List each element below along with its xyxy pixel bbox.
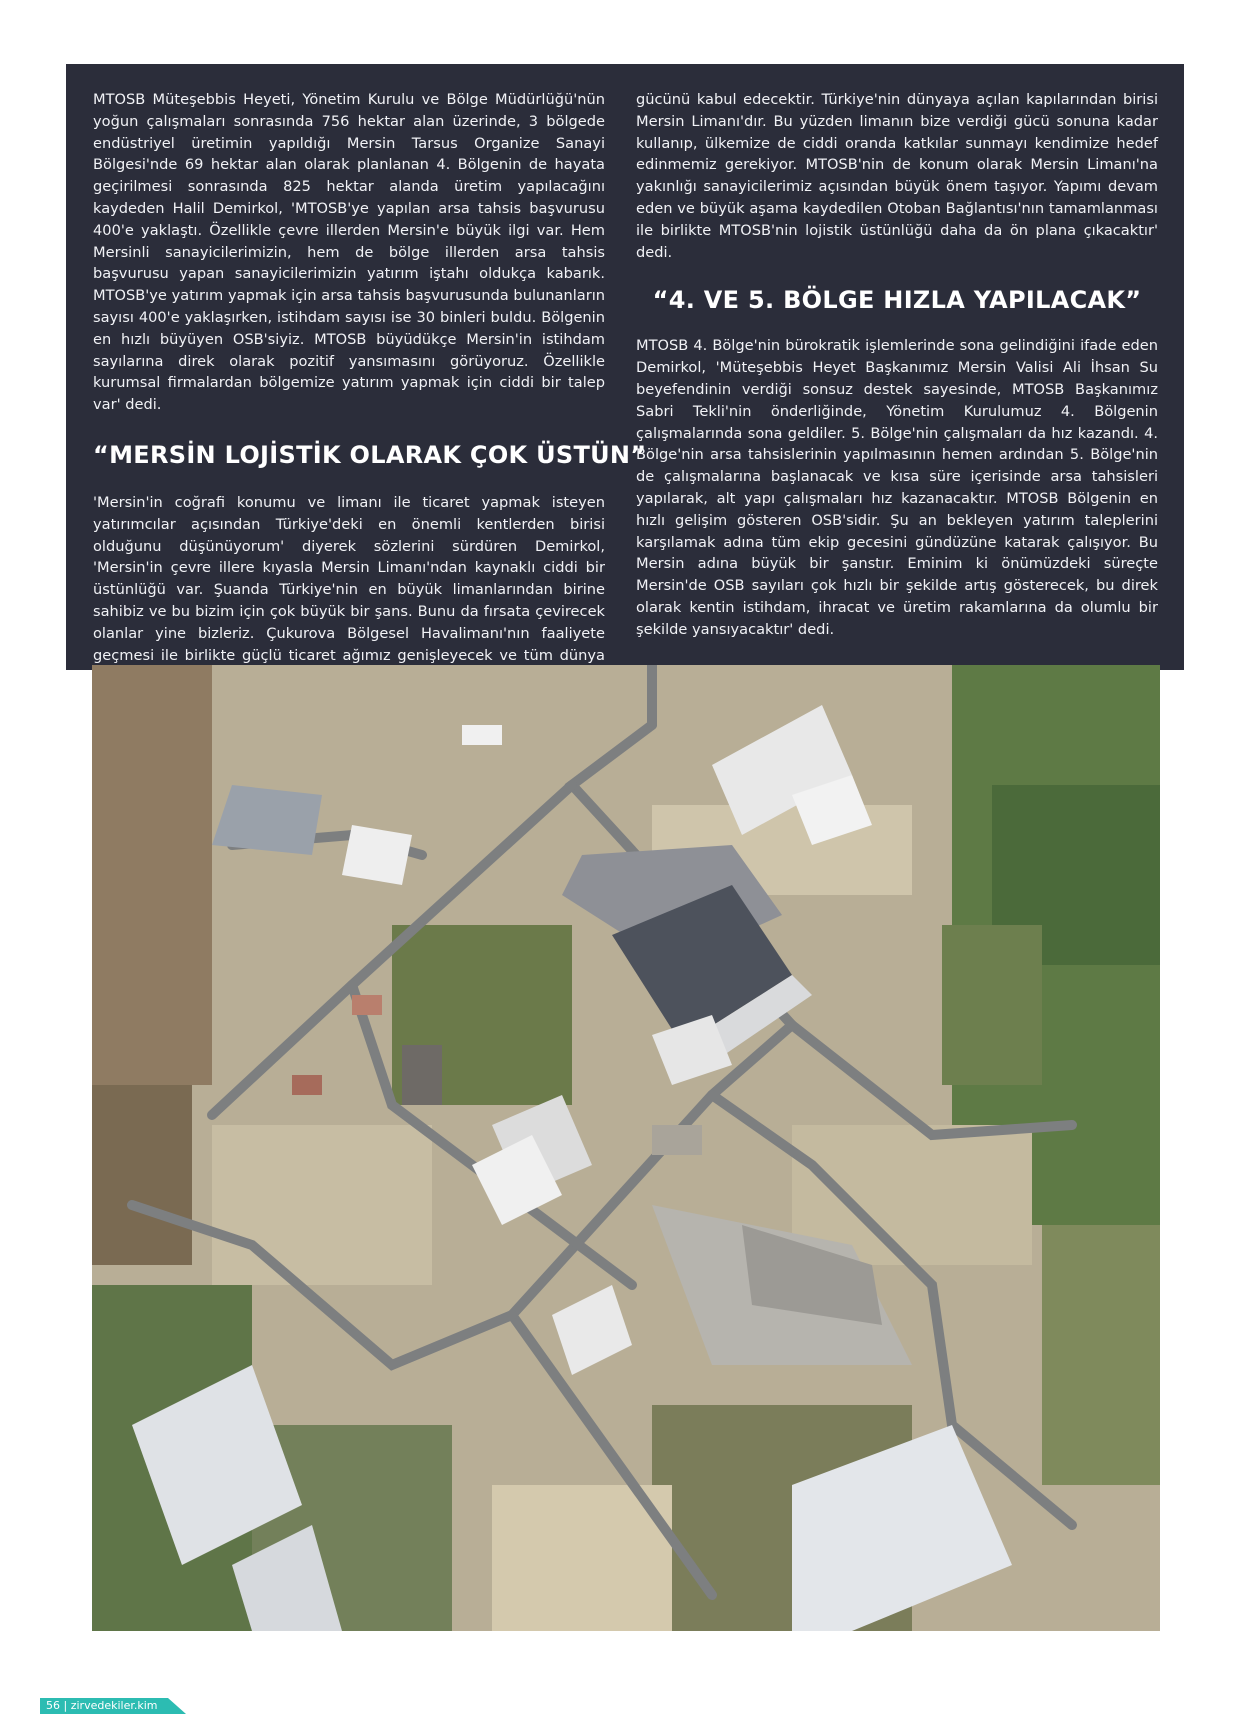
article-column-right	[636, 89, 1158, 641]
footer-label	[46, 1699, 158, 1713]
page-number: 56	[46, 1699, 60, 1712]
article-paragraph: MTOSB Müteşebbis Heyeti, Yönetim Kurulu ve Bölge Müdürlüğü'nün yoğun çalışmaları sonrasında 756 hektar alan üzerinde, 3 bölgede endüstriyel üretimin yapıldığı Mersin Tarsus Organize Sanayi Bölgesi'nde 69 hektar alan olarak planlanan 4. Bölgenin de hayata geçirilmesi sonrasında 825 hektar alanda üretim yapılacağını kaydeden Halil Demirkol, 'MTOSB'ye yapılan arsa tahsis başvurusu 400'e yaklaştı. Özellikle çevre illerden Mersin'e büyük ilgi var. Hem Mersinli sanayicilerimizin, hem de bölge illerden arsa tahsis başvurusu yapan sanayicilerimizin yatırım iştahı oldukça kabarık. MTOSB'ye yatırım yapmak için arsa tahsis başvurusunda bulunanların sayısı 400'e yaklaşırken, istihdam sayısı ise 30 binleri buldu. Bölgenin en hızlı büyüyen OSB'siyiz. MTOSB büyüdükçe Mersin'in istihdam sayılarına direk olarak pozitif yansımasını görüyoruz. Özellikle kurumsal firmalardan bölgemize yatırım yapmak için ciddi bir talep var' dedi.	[93, 91, 605, 414]
article-paragraph: gücünü kabul edecektir. Türkiye'nin dünyaya açılan kapılarından birisi Mersin Limanı'dır. Bu yüzden limanın bize verdiği gücü sonuna kadar kullanıp, ülkemize de ciddi oranda katkılar sunmayı kendimize hedef edinmemiz gerekiyor. MTOSB'nin de konum olarak Mersin Limanı'na yakınlığı sanayicilerimiz açısından büyük önem taşıyor. Yapımı devam eden ve büyük aşama kaydedilen Otoban Bağlantısı'nın tamamlanması ile birlikte MTOSB'nin lojistik üstünlüğü daha da ön plana çıkacaktır' dedi.	[636, 91, 1158, 261]
section-heading: “MERSİN LOJİSTİK OLARAK ÇOK ÜSTÜN”	[93, 440, 647, 469]
article-text-panel	[66, 64, 1184, 670]
section-heading: “4. VE 5. BÖLGE HIZLA YAPILACAK”	[652, 286, 1142, 315]
article-paragraph: MTOSB 4. Bölge'nin bürokratik işlemlerinde sona gelindiğini ifade eden Demirkol, 'Müteşebbis Heyet Başkanımız Mersin Valisi Ali İhsan Su beyefendinin verdiği sonsuz destek sayesinde, MTOSB Başkanımız Sabri Tekli'nin önderliğinde, Yönetim Kurulumuz 4. Bölgenin çalışmalarında sona geldiler. 5. Bölge'nin çalışmaları da hız kazandı. 4. Bölge'nin arsa tahsislerinin yapılmasının hemen ardından 5. Bölge'nin de çalışmalarına başlanacak ve kısa süre içerisinde arsa tahsisleri yapılarak, alt yapı çalışmaları hız kazanacaktır. MTOSB Bölgenin en hızlı gelişim gösteren OSB'sidir. Şu an bekleyen yatırım taleplerini karşılamak adına tüm ekip gecesini gündüzüne katarak çalışıyor. Bu Mersin adına büyük bir şanstır. Eminim ki önümüzdeki süreçte Mersin'de OSB sayıları çok hızlı bir şekilde artış gösterecek, bu direk olarak kentin istihdam, ihracat ve üretim rakamlarına da olumlu bir şekilde yansıyacaktır' dedi.	[636, 337, 1158, 638]
footer-site: zirvedekiler.kim	[70, 1699, 158, 1712]
footer-separator: |	[63, 1699, 68, 1712]
article-paragraph: 'Mersin'in coğrafi konumu ve limanı ile ticaret yapmak isteyen yatırımcılar açısından Türkiye'deki en önemli kentlerden birisi olduğunu düşünüyorum' diyerek sözlerini sürdüren Demirkol, 'Mersin'in çevre illere kıyasla Mersin Limanı'ndan kaynaklı ciddi bir üstünlüğü var. Şuanda Türkiye'nin en büyük limanlarından birine sahibiz ve bu bizim için çok büyük bir şans. Bunu da fırsata çevirecek olanlar yine bizleriz. Çukurova Bölgesel Havalimanı'nın faaliyete geçmesi ile birlikte güçlü ticaret ağımız genişleyecek ve tüm dünya	[93, 493, 605, 664]
aerial-photo	[92, 665, 1160, 1631]
article-column-left	[93, 89, 647, 688]
